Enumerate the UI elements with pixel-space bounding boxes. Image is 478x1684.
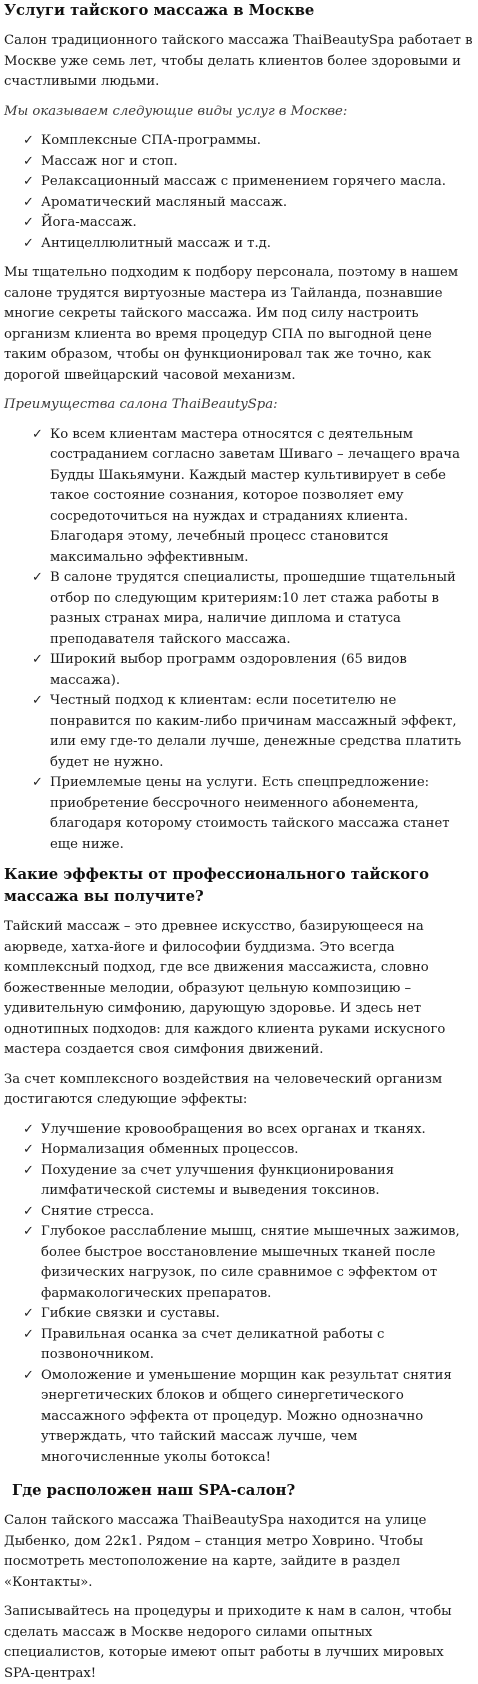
check-icon: ✓ [23,215,34,230]
services-intro: Мы оказываем следующие виды услуг в Москве: [4,103,348,119]
check-icon: ✓ [23,153,34,169]
effects-paragraph: Тайский массаж – это древнее искусство, базирующееся на аюрведе, хатха-йоге и философии буддизма. Это всегда комплексный подход, где все движения массажиста, словно божественные мелодии, образуют цельную композицию – удивительную симфонию, дарующую здоровье. И здесь нет однотипных подходов: для каждого клиента руками искусного мастера создается своя симфония движений. [4,919,446,1057]
effects-intro: За счет комплексного воздействия на человеческий организм достигаются следующие эффекты: [4,1071,443,1107]
list-item: ✓ Широкий выбор программ оздоровления (65 видов массажа). [32,652,407,688]
check-icon: ✓ [23,1162,34,1178]
list-item: ✓ Ароматический масляный массаж. [23,193,474,214]
check-icon: ✓ [32,775,43,790]
check-icon: ✓ [23,1367,34,1383]
location-paragraph: Салон тайского массажа ThaiBeautySpa находится на улице Дыбенко, дом 22к1. Рядом – станция метро Ховрино. Чтобы посмотреть местоположение на карте, зайдите в раздел «Контакты». [4,1513,427,1590]
section-title-location: Где расположен наш SPA-салон? [12,1482,296,1499]
check-icon: ✓ [23,1306,34,1321]
check-icon: ✓ [23,235,34,251]
list-item: ✓ Похудение за счет улучшения функционирования лимфатической системы и выведения токсинов. [23,1162,395,1198]
list-item: ✓ Правильная осанка за счет деликатной работы с позвоночником. [23,1326,385,1362]
list-item: ✓ Гибкие связки и суставы. [23,1304,474,1325]
check-icon: ✓ [23,1326,34,1342]
list-item: ✓ Йога-массаж. [23,213,474,234]
advantages-list [32,425,474,856]
check-icon: ✓ [23,1203,34,1219]
list-item: ✓ Приемлемые цены на услуги. Есть спецпредложение: приобретение бессрочного неименного абонемента, благодаря которому стоимость тайского массажа станет еще ниже. [32,775,450,852]
check-icon: ✓ [23,1121,34,1137]
list-item: ✓ Комплексные СПА-программы. [23,131,474,152]
list-item: ✓ Глубокое расслабление мышц, снятие мышечных зажимов, более быстрое восстановление мышечных тканей после физических нагрузок, по силе сравнимое с эффектом от фармакологических препаратов. [23,1224,460,1301]
check-icon: ✓ [32,693,43,708]
list-item: ✓ Антицеллюлитный массаж и т.д. [23,234,474,255]
section-title-services: Услуги тайского массажа в Москве [4,2,315,19]
check-icon: ✓ [32,426,43,442]
signup-paragraph: Записывайтесь на процедуры и приходите к нам в салон, чтобы сделать массаж в Москве недорого силами опытных специалистов, которые имеют опыт работы в лучших мировых SPA-центрах! [4,1604,452,1681]
section-title-effects: Какие эффекты от профессионального тайского массажа вы получите? [4,866,429,905]
check-icon: ✓ [23,1142,34,1157]
intro-paragraph: Салон традиционного тайского массажа ThaiBeautySpa работает в Москве уже семь лет, чтобы делать клиентов более здоровыми и счастливыми людьми. [4,33,473,89]
check-icon: ✓ [23,133,34,148]
check-icon: ✓ [23,1224,34,1239]
check-icon: ✓ [32,652,43,667]
list-item: ✓ Омоложение и уменьшение морщин как результат снятия энергетических блоков и общего синергетического массажного эффекта от процедур. Можно однозначно утверждать, что тайский массаж лучше, чем многочисленные уколы ботокса! [23,1367,452,1465]
check-icon: ✓ [32,570,43,585]
list-item: ✓ Ко всем клиентам мастера относятся с деятельным состраданием согласно заветам Шиваго – лечащего врача Будды Шакьямуни. Каждый мастер культивирует в себе такое состояние сознания, которое позволяет ему сосредоточиться на нуждах и страданиях клиента. Благодаря этому, лечебный процесс становится максимально эффективным. [32,426,460,565]
check-icon: ✓ [23,194,34,210]
effects-list [23,1120,474,1469]
list-item: ✓ Массаж ног и стоп. [23,152,474,173]
advantages-intro: Преимущества салона ThaiBeautySpa: [4,397,278,412]
list-item: ✓ Нормализация обменных процессов. [23,1140,474,1161]
list-item: ✓ Улучшение кровообращения во всех органах и тканях. [23,1120,474,1141]
services-list [23,131,474,254]
list-item: ✓ Снятие стресса. [23,1202,474,1223]
list-item: ✓ В салоне трудятся специалисты, прошедшие тщательный отбор по следующим критериям:10 лет стажа работы в разных странах мира, наличие диплома и статуса преподавателя тайского массажа. [32,570,456,647]
check-icon: ✓ [23,174,34,189]
list-item: ✓ Релаксационный массаж с применением горячего масла. [23,172,474,193]
list-item: ✓ Честный подход к клиентам: если посетителю не понравится по каким-либо причинам массажный эффект, или ему где-то делали лучше, денежные средства платить будет не нужно. [32,693,462,770]
staff-paragraph: Мы тщательно подходим к подбору персонала, поэтому в нашем салоне трудятся виртуозные мастера из Тайланда, познавшие многие секреты тайского массажа. Им под силу настроить организм клиента во время процедур СПА по выгодной цене таким образом, чтобы он функционировал так же точно, как дорогой швейцарский часовой механизм. [4,265,459,383]
